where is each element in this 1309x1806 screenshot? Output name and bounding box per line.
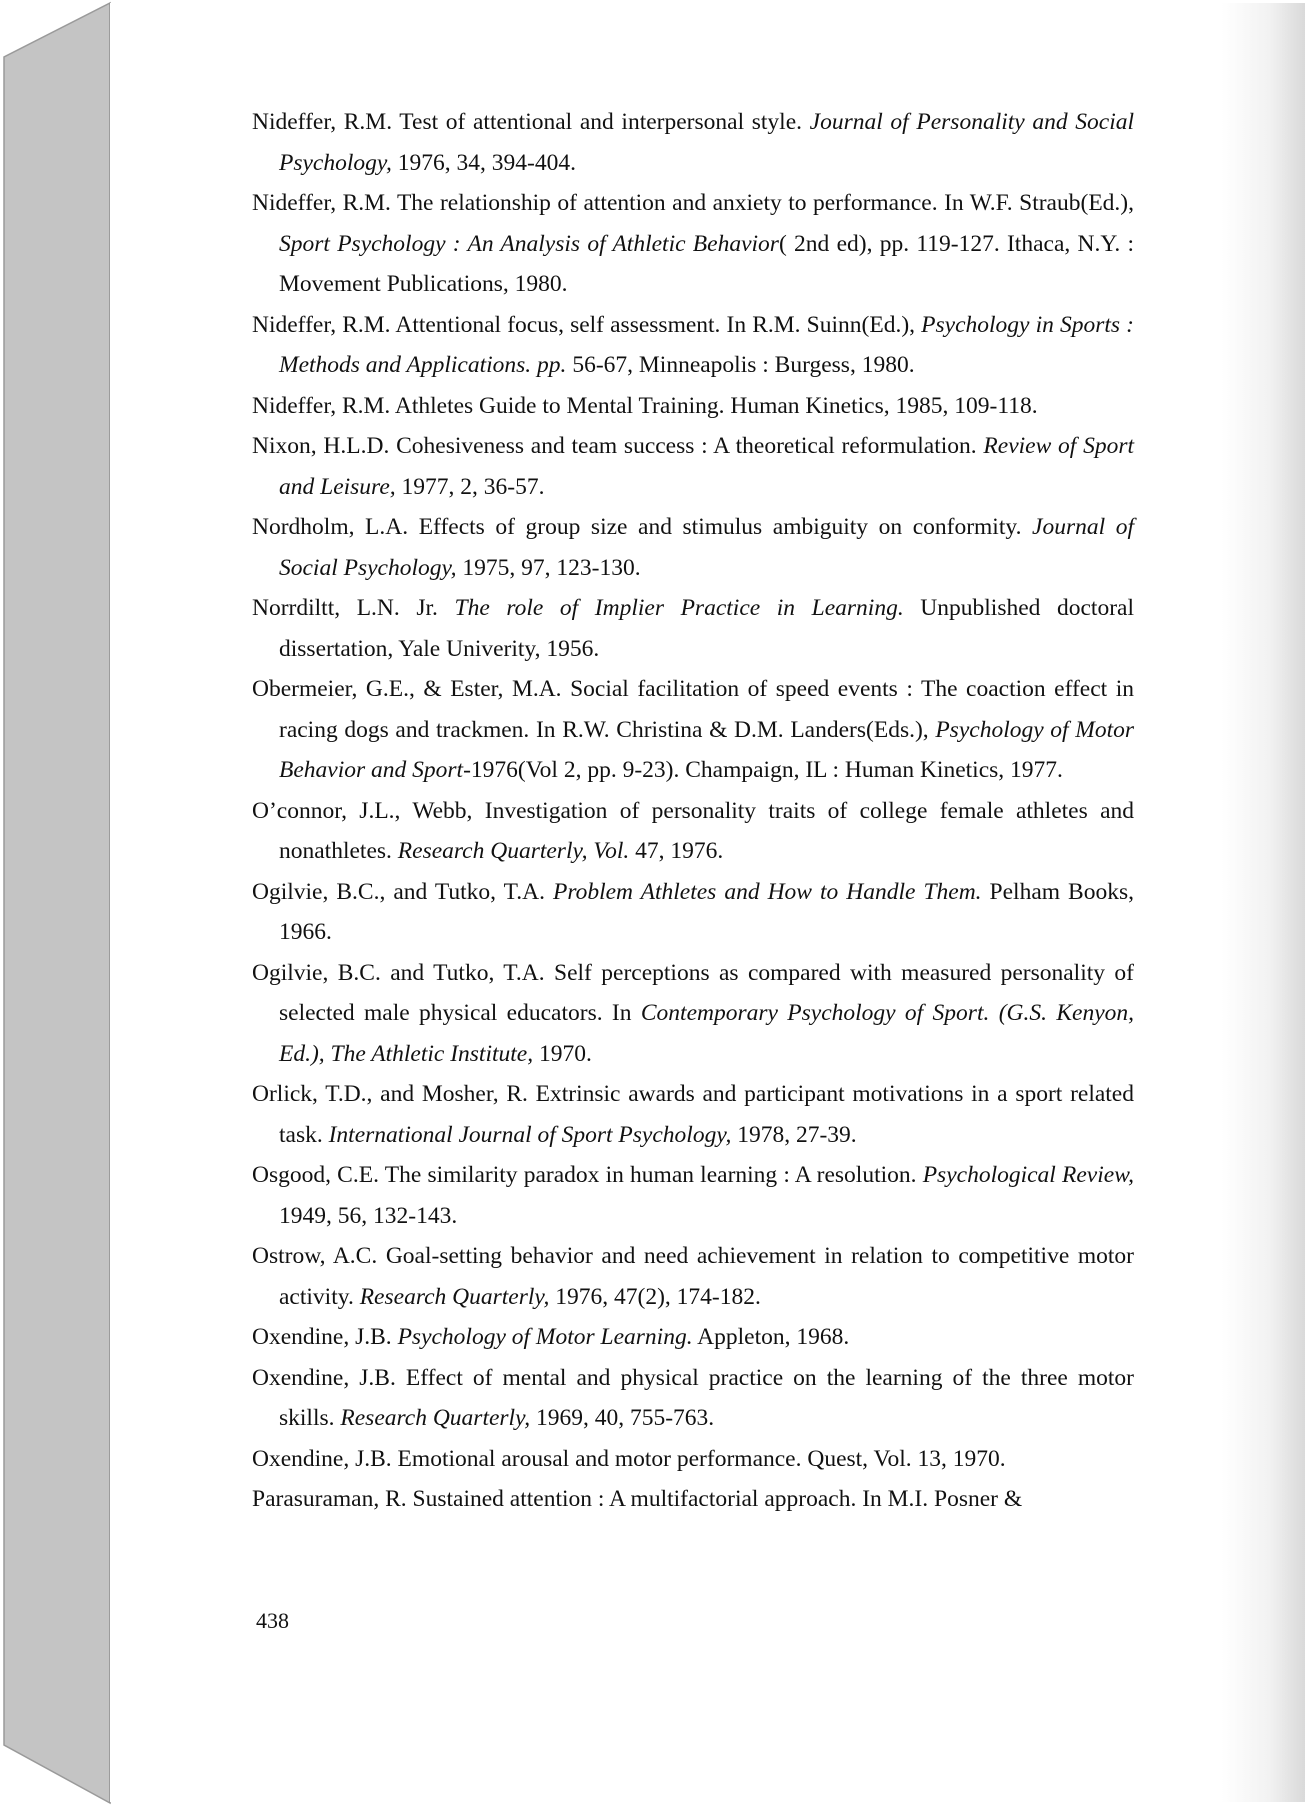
- reference-entry: [252, 1155, 1134, 1236]
- reference-text: Ogilvie, B.C., and Tutko, T.A.: [252, 878, 553, 905]
- reference-text: Obermeier, G.E., & Ester, M.A. Social facilitation of speed events : The coaction effect in racing dogs and trackmen. In R.W. Christina & D.M. Landers(Eds.),: [252, 676, 1134, 743]
- reference-text: Ostrow, A.C. Goal-setting behavior and need achievement in relation to competitive motor activity.: [252, 1243, 1134, 1310]
- reference-title-italic: The role of Implier Practice in Learning.: [454, 595, 904, 621]
- reference-text: Oxendine, J.B. Emotional arousal and motor performance. Quest, Vol. 13, 1970.: [252, 1445, 1006, 1472]
- reference-title-italic: Research Quarterly,: [359, 1283, 550, 1310]
- reference-text: 1978, 27-39.: [731, 1121, 857, 1148]
- reference-title-italic: Review of Sport and Leisure,: [279, 433, 1134, 500]
- reference-text: 1949, 56, 132-143.: [279, 1202, 458, 1229]
- reference-entry: [252, 1236, 1134, 1317]
- reference-entry: [252, 1479, 1134, 1520]
- reference-title-italic: Research Quarterly,: [340, 1405, 531, 1431]
- reference-entry: [252, 872, 1134, 953]
- reference-title-italic: International Journal of Sport Psychology,: [328, 1121, 732, 1148]
- reference-text: 1970.: [533, 1040, 592, 1067]
- reference-text: 1976, 34, 394-404.: [391, 149, 576, 176]
- reference-title-italic: Journal of Social Psychology,: [279, 514, 1135, 581]
- reference-entry: [252, 386, 1134, 427]
- reference-title-italic: Psychological Review,: [922, 1162, 1134, 1188]
- reference-entry: [252, 305, 1134, 386]
- reference-text: Nideffer, R.M. Attentional focus, self assessment. In R.M. Suinn(Ed.),: [252, 311, 922, 338]
- reference-title-italic: Psychology of Motor Learning.: [397, 1324, 693, 1350]
- reference-entry: [252, 791, 1134, 872]
- reference-title-italic: Research Quarterly, Vol.: [397, 838, 630, 864]
- reference-text: Osgood, C.E. The similarity paradox in human learning : A resolution.: [252, 1162, 923, 1188]
- reference-text: 1977, 2, 36-57.: [395, 473, 545, 500]
- reference-title-italic: Psychology of Motor Behavior and Sport: [279, 716, 1134, 783]
- reference-title-italic: Journal of Personality and Social Psychology,: [279, 109, 1135, 176]
- reference-text: O’connor, J.L., Webb, Investigation of personality traits of college female athletes and nonathletes.: [252, 797, 1134, 864]
- reference-text: Appleton, 1968.: [692, 1324, 850, 1350]
- reference-text: Oxendine, J.B.: [252, 1324, 398, 1350]
- reference-text: Nideffer, R.M. The relationship of attention and anxiety to performance. In W.F. Straub(Ed.),: [252, 190, 1134, 216]
- reference-text: ( 2nd ed), pp. 119-127. Ithaca, N.Y. : Movement Publications, 1980.: [279, 230, 1134, 297]
- reference-text: 47, 1976.: [629, 838, 724, 864]
- reference-entry: [252, 507, 1134, 588]
- reference-title-italic: Problem Athletes and How to Handle Them.: [552, 878, 982, 905]
- reference-text: 1976, 47(2), 174-182.: [549, 1283, 761, 1310]
- reference-text: Oxendine, J.B. Effect of mental and physical practice on the learning of the three motor skills.: [252, 1364, 1134, 1431]
- reference-text: Nixon, H.L.D. Cohesiveness and team success : A theoretical reformulation.: [252, 433, 984, 459]
- reference-entry: [252, 1074, 1134, 1155]
- reference-text: Nordholm, L.A. Effects of group size and stimulus ambiguity on conformity.: [252, 514, 1033, 540]
- page-number: 438: [256, 1608, 289, 1633]
- reference-entry: [252, 953, 1134, 1075]
- reference-entry: [252, 102, 1134, 183]
- reference-text: Norrdiltt, L.N. Jr.: [252, 595, 455, 621]
- reference-text: Pelham Books, 1966.: [279, 878, 1134, 945]
- reference-text: Unpublished doctoral dissertation, Yale Univerity, 1956.: [279, 595, 1134, 662]
- reference-text: -1976(Vol 2, pp. 9-23). Champaign, IL : Human Kinetics, 1977.: [463, 757, 1063, 783]
- reference-text: Nideffer, R.M. Test of attentional and interpersonal style.: [252, 109, 810, 135]
- reference-entry: [252, 1439, 1134, 1480]
- reference-list: [252, 102, 1134, 1520]
- reference-entry: [252, 1317, 1134, 1358]
- reference-entry: [252, 426, 1134, 507]
- reference-entry: [252, 1358, 1134, 1439]
- reference-text: Ogilvie, B.C. and Tutko, T.A. Self perceptions as compared with measured personality of selected male physical educators. In: [252, 959, 1134, 1026]
- reference-title-italic: Psychology in Sports : Methods and Applications. pp.: [279, 311, 1134, 378]
- reference-entry: [252, 183, 1134, 305]
- reference-text: Nideffer, R.M. Athletes Guide to Mental Training. Human Kinetics, 1985, 109-118.: [252, 392, 1038, 419]
- reference-title-italic: Contemporary Psychology of Sport. (G.S. Kenyon, Ed.), The Athletic Institute,: [279, 1000, 1134, 1067]
- reference-text: 56-67, Minneapolis : Burgess, 1980.: [566, 352, 915, 378]
- reference-text: 1969, 40, 755-763.: [530, 1405, 715, 1431]
- reference-entry: [252, 669, 1134, 791]
- reference-entry: [252, 588, 1134, 669]
- reference-title-italic: Sport Psychology : An Analysis of Athletic Behavior: [279, 230, 779, 257]
- reference-text: 1975, 97, 123-130.: [456, 554, 641, 581]
- reference-text: Orlick, T.D., and Mosher, R. Extrinsic awards and participant motivations in a sport related task.: [252, 1081, 1134, 1148]
- reference-text: Parasuraman, R. Sustained attention : A multifactorial approach. In M.I. Posner &: [252, 1486, 1023, 1512]
